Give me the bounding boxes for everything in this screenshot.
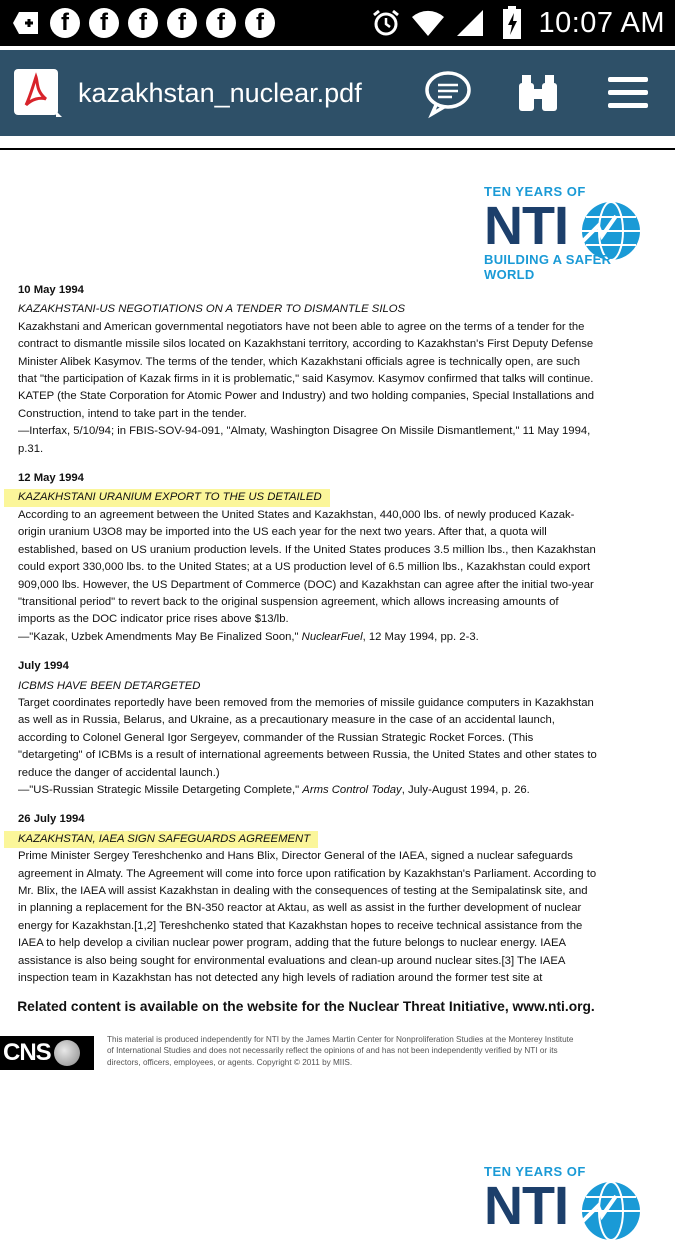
globe-icon bbox=[580, 1180, 642, 1242]
clock: 10:07 AM bbox=[538, 6, 665, 39]
menu-button[interactable] bbox=[603, 68, 653, 118]
nti-logo-next-page bbox=[484, 1164, 654, 1236]
entry-date: 12 May 1994 bbox=[18, 472, 84, 485]
entry-source: —"Kazak, Uzbek Amendments May Be Finalized Soon," NuclearFuel, 12 May 1994, pp. 2-3. bbox=[18, 630, 479, 643]
cns-logo bbox=[0, 1036, 94, 1070]
entry-body: Prime Minister Sergey Tereshchenko and Hans Blix, Director General of the IAEA, signed a nuclear safeguards agreement in Almaty. The Agreement will come into force upon ratification by Kazakhstan's Parliament. According to Mr. Blix, the IAEA will assist Kazakhstan in dealing with the consequences of testing at the Semipalatinsk site, and in planning a replacement for the BN-350 reactor at Aktau, as well as assist in the further development of nuclear energy for Kazakhstan.[1,2] Tereshchenko stated that Kazakhstan hopes to receive technical assistance from the IAEA to help develop a civilian nuclear power program, adding that the future belongs to nuclear energy. IAEA assistance is also being sought for environmental evaluations and clean-up around nuclear sites.[3] The IAEA inspection team in Kazakhstan has not detected any high levels of radiation around the former test site at bbox=[18, 850, 597, 985]
logo-name: NTI bbox=[484, 196, 568, 256]
facebook-icon: f bbox=[205, 7, 237, 39]
entries-list bbox=[18, 282, 598, 999]
pdf-file-icon bbox=[12, 67, 64, 119]
document-title: kazakhstan_nuclear.pdf bbox=[78, 77, 362, 108]
entry-body: Kazakhstani and American governmental negotiators have not been able to agree on the terms of a tender for the contract to dismantle missile silos located on Kazakhstani territory, according to Kazakhstan's First Deputy Defense Minister Alibek Kasymov. The terms of the tender, which Kazakhstani officials agree is technically open, are such that "the participation of Kazak firms in it is problematic," said Kasymov. Kasymov confirmed that talks will continue. KATEP (the State Corporation for Atomic Power and Industry) and two holding companies, Special Installations and Construction, intend to take part in the tender. bbox=[18, 320, 595, 420]
cns-logo-text: CNS bbox=[3, 1039, 51, 1066]
logo-tagline: BUILDING A SAFER WORLD bbox=[484, 252, 612, 282]
facebook-icon: f bbox=[244, 7, 276, 39]
entry-headline: ICBMS HAVE BEEN DETARGETED bbox=[18, 679, 201, 692]
alarm-icon bbox=[370, 7, 402, 39]
entry-source: —Interfax, 5/10/94; in FBIS-SOV-94-091, "Almaty, Washington Disagree On Missile Dismantlement," 11 May 1994, p.31. bbox=[18, 425, 591, 455]
add-icon bbox=[10, 7, 42, 39]
logo-top-text: TEN YEARS OF bbox=[484, 184, 586, 199]
facebook-icon: f bbox=[49, 7, 81, 39]
disclaimer: This material is produced independently for NTI by the James Martin Center for Nonproliferation Studies at the Monterey Institute of International Studies and does not necessarily reflect the opinions of and has not been independently verified by NTI or its directors, officers, employees, or agents. Copyright © 2011 by MIIS. bbox=[107, 1035, 574, 1067]
logo-name: NTI bbox=[484, 1176, 568, 1236]
battery-charging-icon bbox=[496, 7, 528, 39]
entry-source: —"US-Russian Strategic Missile Detargeting Complete," Arms Control Today, July-August 1994, p. 26. bbox=[18, 783, 530, 796]
comments-icon bbox=[424, 70, 472, 116]
entry-date: 10 May 1994 bbox=[18, 284, 84, 296]
status-bar bbox=[0, 0, 675, 46]
facebook-icon: f bbox=[88, 7, 120, 39]
find-button[interactable] bbox=[513, 68, 563, 118]
entry-headline-highlighted: KAZAKHSTAN, IAEA SIGN SAFEGUARDS AGREEMENT bbox=[4, 831, 318, 848]
entry-headline: KAZAKHSTANI-US NEGOTIATIONS ON A TENDER TO DISMANTLE SILOS bbox=[18, 303, 406, 316]
entry-body: According to an agreement between the United States and Kazakhstan, 440,000 lbs. of newly produced Kazak-origin uranium U3O8 may be imported into the US each year for the next two years. After that, a quota will established, based on US uranium production levels. If the United States produces 3.5 million lbs., then Kazakhstan could export 330,000 lbs. to the United States; at a US production level of 6.5 million lbs., Kazakhstan could export 909,000 lbs. However, the US Department of Commerce (DOC) and Kazakhstan can agree after the initial two-year "transitional period" to revert back to the original suspension agreement, which allows increasing amounts of imports as the DOC indicator price rises above $13/lb. bbox=[18, 508, 596, 626]
pdf-page[interactable] bbox=[0, 148, 675, 1236]
moon-icon bbox=[54, 1040, 80, 1066]
entry bbox=[18, 658, 598, 799]
entry-date: 26 July 1994 bbox=[18, 813, 85, 826]
notification-icons bbox=[10, 7, 276, 39]
entry bbox=[18, 811, 598, 987]
entry bbox=[18, 282, 598, 458]
entry-date: July 1994 bbox=[18, 660, 69, 673]
entry-body: Target coordinates reportedly have been removed from the memories of missile guidance computers in Kazakhstan as well as in Russia, Belarus, and Ukraine, as a precautionary measure in the case of an accidental launch, according to Colonel General Igor Sergeyev, commander of the Russian Strategic Rocket Forces. (This "detargeting" of ICBMs is a result of international agreements between Russia, the United States and other states to reduce the danger of accidental launch.) bbox=[18, 696, 597, 779]
facebook-icon: f bbox=[166, 7, 198, 39]
signal-icon bbox=[454, 7, 486, 39]
menu-icon bbox=[606, 75, 650, 111]
facebook-icon: f bbox=[127, 7, 159, 39]
wifi-icon bbox=[412, 7, 444, 39]
entry-headline-highlighted: KAZAKHSTANI URANIUM EXPORT TO THE US DETAILED bbox=[4, 489, 330, 506]
app-bar bbox=[0, 50, 675, 136]
binoculars-icon bbox=[516, 71, 560, 115]
logo-top-text: TEN YEARS OF bbox=[484, 1164, 586, 1179]
comments-button[interactable] bbox=[423, 68, 473, 118]
nti-logo bbox=[484, 184, 654, 282]
related-content-note: Related content is available on the website for the Nuclear Threat Initiative, www.nti.org. bbox=[17, 999, 595, 1014]
entry bbox=[18, 470, 598, 646]
